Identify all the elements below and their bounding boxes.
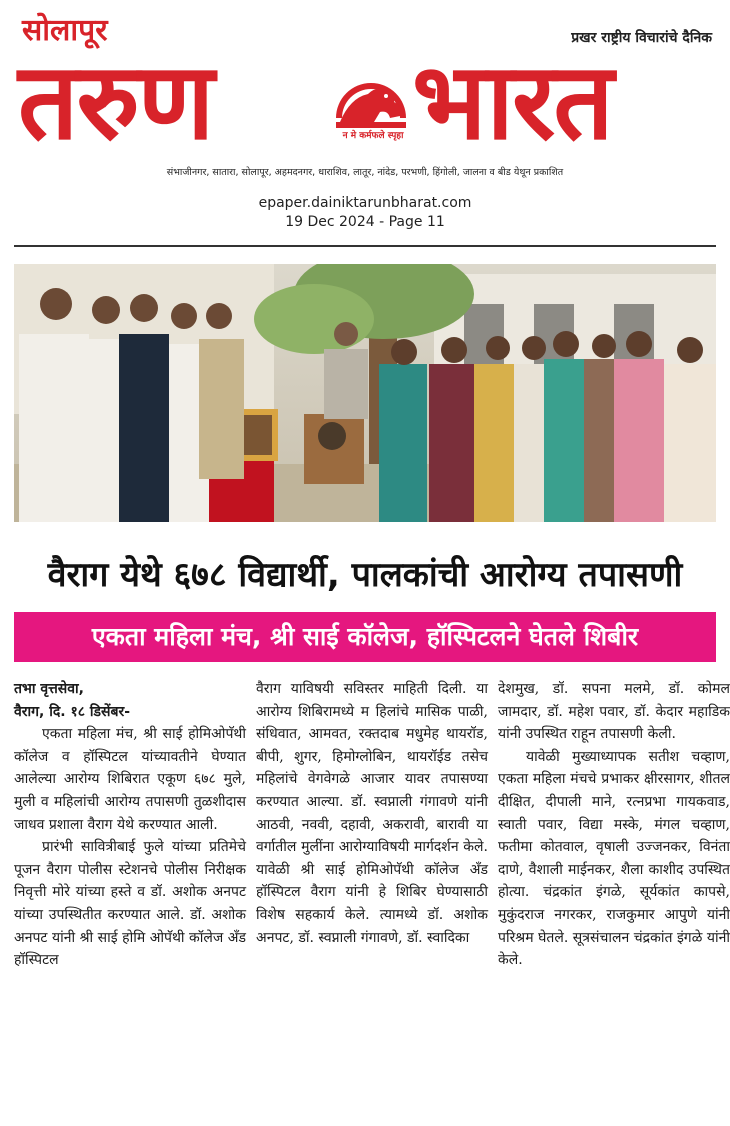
byline-dateline: वैराग, दि. १८ डिसेंबर- [14, 703, 131, 720]
byline-agency: तभा वृत्तसेवा, [14, 681, 84, 697]
divider [14, 245, 716, 247]
editions-line: संभाजीनगर, सातारा, सोलापूर, अहमदनगर, धाराशिव, लातूर, नांदेड, परभणी, हिंगोली, जालना व बीड येथून प्रकाशित [166, 167, 564, 178]
brand-name-right: भारत [412, 40, 612, 163]
paragraph: यावेळी मुख्याध्यापक सतीश चव्हाण, एकता महिला मंचचे प्रभाकर क्षीरसागर, शीतल दीक्षित, दीपाली माने, रत्नप्रभा गायकवाड, स्वाती पवार, विद्या मस्के, मंगल चव्हाण, फतीमा कोतवाल, वृषाली उज्जनकर, विनंता दाणे, वैशाली माईनकर, शैला काशीद उपस्थित होत्या. चंद्रकांत इंगळे, सूर्यकांत कापसे, मुकुंदराज नगरकर, राजकुमार आपुणे यांनी परिश्रम घेतले. सूत्रसंचालन चंद्रकांत इंगळे यांनी केले. [498, 748, 730, 969]
article-column-1 [14, 678, 246, 972]
source-info [0, 194, 730, 232]
paragraph: एकता महिला मंच, श्री साई होमिओपॅथी कॉलेज व हॉस्पिटल यांच्यावतीने घेण्यात आलेल्या आरोग्य शिबिरात एकूण ६७८ मुले, मुली व महिलांची आरोग्य तपासणी तुळशीदास जाधव प्रशाला वैराग येथे करण्यात आली. [14, 726, 246, 833]
source-url: epaper.dainiktarunbharat.com [258, 195, 472, 211]
paragraph: प्रारंभी सावित्रीबाई फुले यांच्या प्रतिमेचे पूजन वैराग पोलीस स्टेशनचे पोलीस निरीक्षक निवृत्ती मोरे यांच्या हस्ते व डॉ. अशोक अनपट यांच्या उपस्थितीत करण्यात आले. डॉ. अशोक अनपट यांनी श्री साई होमि ओपॅथी कॉलेज अँड हॉस्पिटल [14, 839, 246, 969]
brand-motto: न मे कर्मफले स्पृहा [342, 131, 404, 141]
masthead [0, 0, 730, 188]
article-column-2 [256, 678, 488, 949]
brand-name-left: तरुण [18, 40, 213, 163]
tagline: प्रखर राष्ट्रीय विचारांचे दैनिक [571, 30, 712, 46]
edition-city: सोलापूर [22, 13, 108, 48]
article-column-3 [498, 678, 730, 972]
news-photo [14, 264, 716, 522]
group-photo-image [14, 264, 716, 522]
date-page: 19 Dec 2024 - Page 11 [285, 214, 445, 230]
subheadline-bar [14, 612, 716, 662]
paragraph: देशमुख, डॉ. सपना मलमे, डॉ. कोमल जामदार, डॉ. महेश पवार, डॉ. केदार महाडिक यांनी उपस्थित राहून तपासणी केली. [498, 681, 730, 743]
article-subheadline: एकता महिला मंच, श्री साई कॉलेज, हॉस्पिटलने घेतले शिबीर [91, 622, 639, 651]
paragraph: वैराग याविषयी सविस्तर माहिती दिली. या आरोग्य शिबिरामध्ये म हिलांचे मासिक पाळी, संधिवात, आमवत, रक्तदाब मधुमेह थायरॉड, बीपी, शुगर, हिमोग्लोबिन, थायरॉईड तसेच महिलांचे वेगवेगळे आजार यावर तपासण्या करण्यात आल्या. डॉ. स्वप्नाली गंगावणे यांनी आठवी, नववी, दहावी, अकरावी, बारावी या वर्गातील मुलींना आरोग्याविषयी मार्गदर्शन केले. यावेळी श्री साई होमिओपॅथी कॉलेज अँड हॉस्पिटल वैराग यांनी हे शिबिर घेण्यासाठी विशेष सहकार्य केले. त्यामध्ये डॉ. अशोक अनपट, डॉ. स्वप्नाली गंगावणे, डॉ. स्वादिका [256, 681, 488, 946]
article-headline: वैराग येथे ६७८ विद्यार्थी, पालकांची आरोग्य तपासणी [47, 555, 683, 595]
